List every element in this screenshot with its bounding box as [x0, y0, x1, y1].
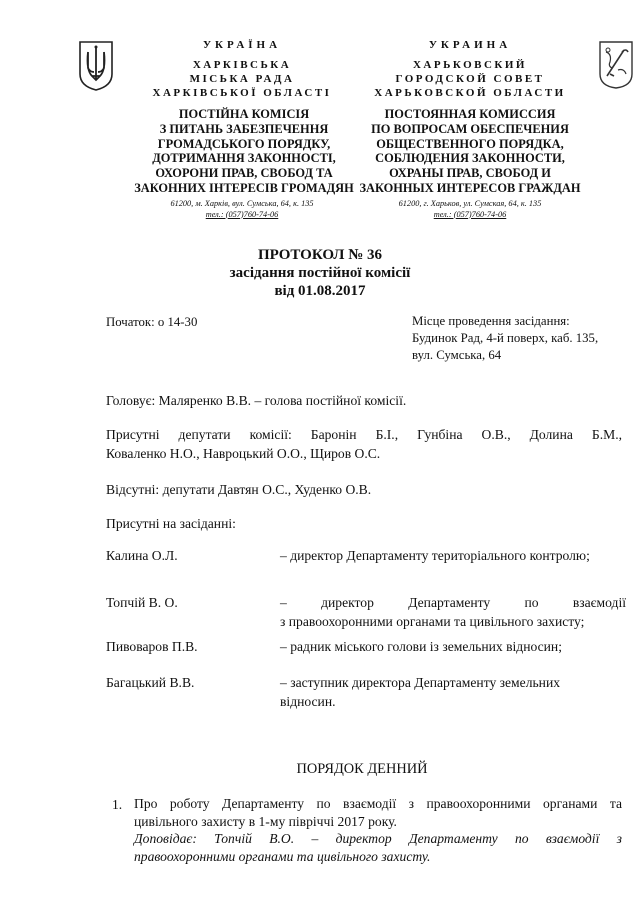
attendee-name: Топчій В. О. [106, 595, 178, 610]
header-right-country: УКРАИНА [428, 39, 512, 51]
present-deputies-line: Коваленко Н.О., Навроцький О.О., Щиров О.С. [106, 446, 381, 461]
committee-line: ДОТРИМАННЯ ЗАКОННОСТІ, [152, 151, 336, 166]
present-deputies [106, 425, 622, 463]
attendee-role-line: відносин. [280, 694, 336, 709]
header-right-line: ГОРОДСКОЙ СОВЕТ [395, 73, 545, 85]
phone-right: тел.: (057)760-74-06 [433, 209, 507, 219]
committee-line: ПО ВОПРОСАМ ОБЕСПЕЧЕНИЯ [371, 121, 569, 136]
header-right [370, 38, 570, 100]
address-left-text: 61200, м. Харків, вул. Сумська, 64, к. 135 [170, 199, 314, 208]
attendee-role-line: – директор Департаменту територіального контролю; [280, 548, 590, 563]
header-left-country: УКРАЇНА [202, 39, 282, 51]
attendee-role-line: – заступник директора Департаменту земельних [280, 675, 561, 690]
attendee-role [280, 546, 628, 565]
agenda-title: ПОРЯДОК ДЕННИЙ [296, 761, 428, 777]
chair-line: Головує: Маляренко В.В. – голова постійної комісії. [106, 393, 407, 408]
meeting-start: Початок: о 14-30 [106, 315, 198, 329]
address-left [138, 199, 346, 220]
attendee-name: Калина О.Л. [106, 548, 178, 563]
agenda-item-reporter: правоохоронними органами та цивільного захисту. [134, 848, 431, 864]
meeting-place-label: Місце проведення засідання: [412, 314, 570, 328]
committee-line: ОХОРОНИ ПРАВ, СВОБОД ТА [155, 166, 333, 181]
attendee-name: Пивоваров П.В. [106, 639, 198, 654]
committee-line: ПОСТІЙНА КОМІСІЯ [178, 107, 310, 121]
meeting-place [412, 313, 598, 364]
address-right-text: 61200, г. Харьков, ул. Сумская, 64, к. 135 [398, 199, 542, 208]
agenda-item-line: цивільного захисту в 1-му півріччі 2017 року. [134, 813, 397, 829]
protocol-heading [190, 246, 450, 300]
attendee-role [280, 593, 626, 631]
coat-of-arms-kharkiv-icon [598, 40, 634, 90]
attendee-role-line: – директор Департаменту по взаємодії [280, 595, 626, 610]
coat-of-arms-ukraine-icon [78, 40, 114, 92]
protocol-subtitle: засідання постійної комісії [229, 265, 411, 281]
agenda-item [134, 795, 622, 865]
protocol-title: ПРОТОКОЛ № 36 [257, 247, 383, 263]
committee-name-left [128, 107, 360, 196]
header-right-line: ХАРЬКОВСКОЙ ОБЛАСТИ [374, 87, 566, 99]
attendee-role-line: – радник міського голови із земельних відносин; [280, 639, 562, 654]
committee-line: ОХРАНЫ ПРАВ, СВОБОД И [389, 166, 551, 181]
header-left [142, 38, 342, 100]
committee-name-right [355, 107, 585, 196]
present-deputies-line: Присутні депутати комісії: Баронін Б.І., Гунбіна О.В., Долина Б.М., [106, 427, 622, 442]
protocol-date: від 01.08.2017 [274, 283, 366, 299]
agenda-item-number: 1. [112, 797, 123, 812]
agenda-item-line: Про роботу Департаменту по взаємодії з правоохоронними органами та [134, 796, 622, 811]
meeting-place-line: Будинок Рад, 4-й поверх, каб. 135, [412, 331, 599, 345]
attendee-role [280, 637, 628, 656]
header-left-line: ХАРКІВСЬКА [192, 59, 292, 71]
committee-line: З ПИТАНЬ ЗАБЕЗПЕЧЕННЯ [159, 121, 329, 136]
attendee-name: Багацький В.В. [106, 675, 195, 690]
committee-line: СОБЛЮДЕНИЯ ЗАКОННОСТИ, [375, 151, 565, 166]
committee-line: ПОСТОЯННАЯ КОМИССИЯ [384, 107, 556, 121]
committee-line: ЗАКОННЫХ ИНТЕРЕСОВ ГРАЖДАН [359, 180, 581, 195]
meeting-place-line: вул. Сумська, 64 [412, 348, 502, 362]
committee-line: ОБЩЕСТВЕННОГО ПОРЯДКА, [376, 136, 564, 151]
header-left-line: ХАРКІВСЬКОЇ ОБЛАСТІ [152, 87, 332, 99]
absent-deputies: Відсутні: депутати Давтян О.С., Худенко О.В. [106, 482, 372, 497]
attendee-role [280, 673, 628, 711]
committee-line: ГРОМАДСЬКОГО ПОРЯДКУ, [157, 136, 331, 151]
attendee-role-line: з правоохоронними органами та цивільного захисту; [280, 614, 585, 629]
committee-line: ЗАКОННИХ ІНТЕРЕСІВ ГРОМАДЯН [134, 180, 354, 195]
header-left-line: МІСЬКА РАДА [189, 73, 295, 85]
attendees-title: Присутні на засіданні: [106, 516, 236, 531]
phone-left: тел.: (057)760-74-06 [205, 209, 279, 219]
address-right [366, 199, 574, 220]
header-right-line: ХАРЬКОВСКИЙ [412, 59, 527, 71]
agenda-item-reporter: Доповідає: Топчій В.О. – директор Департаменту по взаємодії з [134, 831, 622, 846]
